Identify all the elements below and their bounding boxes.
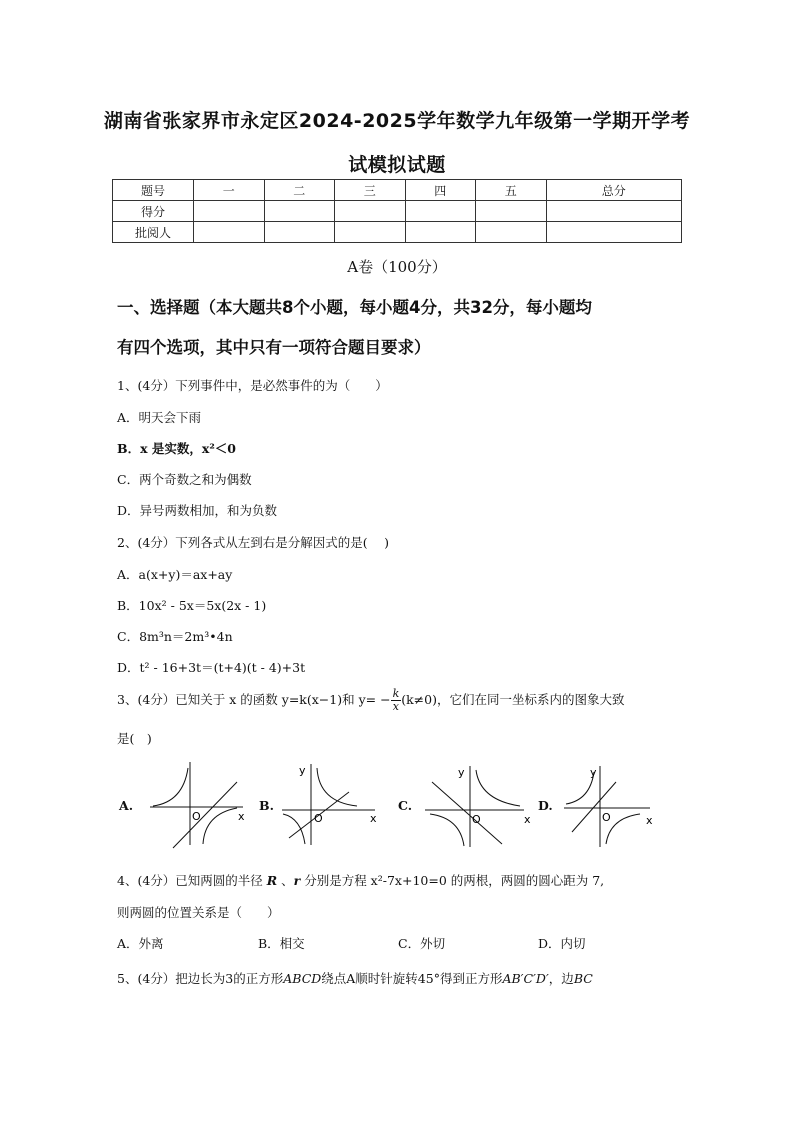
q4-option-a: A．外离 <box>117 936 164 951</box>
q1-option-c: C．两个奇数之和为偶数 <box>117 472 252 487</box>
score-header-cell: 总分 <box>546 180 682 201</box>
q5-square-abcd-prime: AB′C′D′ <box>502 971 549 986</box>
q3-graph-a-origin: O <box>192 810 201 823</box>
q5-stem-part-c: ，边 <box>548 971 574 986</box>
q3-stem-line2: 是( ) <box>117 731 152 746</box>
score-header-cell: 题号 <box>113 180 194 201</box>
q2-option-d: D．t² ‐ 16+3t＝(t+4)(t ‐ 4)+3t <box>117 660 306 675</box>
q3-graph-b-y-axis-label: y <box>299 764 306 777</box>
score-cell[interactable] <box>335 201 406 222</box>
q3-fraction-numerator: k <box>392 687 400 700</box>
q4-stem-part-b: 分别是方程 x²‐7x+10=0 的两根，两圆的圆心距为 7, <box>300 873 605 888</box>
score-cell[interactable] <box>405 201 476 222</box>
q3-fraction <box>391 688 402 713</box>
q3-stem-part-a: 3、(4分）已知关于 x 的函数 y=k(x−1)和 y= − <box>117 692 391 707</box>
q2-option-a: A．a(x+y)＝ax+ay <box>117 567 233 582</box>
reviewer-row-label: 批阅人 <box>113 222 194 243</box>
q3-graph-c-x-axis-label: x <box>524 813 531 826</box>
q3-graph-d-y-axis-label: y <box>590 766 597 779</box>
score-cell[interactable] <box>476 201 547 222</box>
q3-graph-label-c: C. <box>398 798 413 813</box>
q5-side-bc: BC <box>573 971 593 986</box>
q1-stem: 1、(4分）下列事件中，是必然事件的为（ ） <box>117 378 388 393</box>
q3-graph-b-origin: O <box>314 812 323 825</box>
score-header-cell: 二 <box>264 180 335 201</box>
q3-stem-part-b: (k≠0)，它们在同一坐标系内的图象大致 <box>401 692 625 707</box>
q5-stem <box>117 969 593 987</box>
score-header-cell: 四 <box>405 180 476 201</box>
q2-option-b: B．10x² ‐ 5x＝5x(2x ‐ 1) <box>117 598 267 613</box>
q4-option-c: C．外切 <box>398 936 446 951</box>
q3-graph-c[interactable] <box>420 762 535 852</box>
q2-stem: 2、(4分）下列各式从左到右是分解因式的是( ) <box>117 535 390 550</box>
q4-stem-part-a: 4、(4分）已知两圆的半径 <box>117 873 267 888</box>
section1-heading-line2: 有四个选项，其中只有一项符合题目要求） <box>117 338 431 357</box>
reviewer-cell[interactable] <box>405 222 476 243</box>
reviewer-cell[interactable] <box>476 222 547 243</box>
score-cell[interactable] <box>264 201 335 222</box>
reviewer-cell[interactable] <box>335 222 406 243</box>
q3-graph-d[interactable] <box>560 762 660 852</box>
exam-title-line1: 湖南省张家界市永定区2024-2025学年数学九年级第一学期开学考 <box>103 110 691 132</box>
score-row <box>113 201 682 222</box>
q3-graph-a-x-axis-label: x <box>238 810 245 823</box>
q1-option-a: A．明天会下雨 <box>117 410 202 425</box>
score-cell[interactable] <box>194 201 265 222</box>
q3-graph-c-y-axis-label: y <box>458 766 465 779</box>
q3-graph-label-d: D. <box>538 798 553 813</box>
q5-square-abcd: ABCD <box>283 971 322 986</box>
q1-option-d: D．异号两数相加，和为负数 <box>117 503 278 518</box>
reviewer-cell[interactable] <box>546 222 682 243</box>
q3-graph-b[interactable] <box>277 760 387 850</box>
q3-graph-c-origin: O <box>472 813 481 826</box>
score-header-cell: 三 <box>335 180 406 201</box>
q4-option-b: B．相交 <box>258 936 305 951</box>
exam-title-line2: 试模拟试题 <box>348 154 446 176</box>
score-header-cell: 一 <box>194 180 265 201</box>
q3-graph-d-origin: O <box>602 811 611 824</box>
score-cell[interactable] <box>546 201 682 222</box>
score-table <box>112 179 682 243</box>
section1-heading-line1: 一、选择题（本大题共8个小题，每小题4分，共32分，每小题均 <box>117 298 592 317</box>
q1-option-b: B．x 是实数，x²＜0 <box>117 441 236 456</box>
score-header-cell: 五 <box>476 180 547 201</box>
q4-option-d: D．内切 <box>538 936 586 951</box>
q5-stem-part-b: 绕点A顺时针旋转45°得到正方形 <box>321 971 503 986</box>
score-row-label: 得分 <box>113 201 194 222</box>
section-a-heading: A卷（100分） <box>347 258 447 276</box>
q4-radius-R: R <box>266 873 278 888</box>
q3-stem-line1 <box>117 688 625 713</box>
score-table-header-row <box>113 180 682 201</box>
q4-stem-line2: 则两圆的位置关系是（ ） <box>117 905 280 920</box>
q3-graph-b-x-axis-label: x <box>370 812 377 825</box>
q3-graph-label-b: B. <box>259 798 274 813</box>
q2-option-c: C．8m³n＝2m³•4n <box>117 629 233 644</box>
q3-graph-d-x-axis-label: x <box>646 814 653 827</box>
q4-radius-r: r <box>293 873 301 888</box>
q3-fraction-denominator: x <box>392 700 399 713</box>
q5-stem-part-a: 5、(4分）把边长为3的正方形 <box>117 971 284 986</box>
reviewer-cell[interactable] <box>194 222 265 243</box>
q3-graph-label-a: A. <box>119 798 134 813</box>
q4-separator: 、 <box>277 873 294 888</box>
reviewer-row <box>113 222 682 243</box>
q3-graph-a[interactable] <box>145 760 255 850</box>
reviewer-cell[interactable] <box>264 222 335 243</box>
q4-stem-line1 <box>117 871 604 889</box>
